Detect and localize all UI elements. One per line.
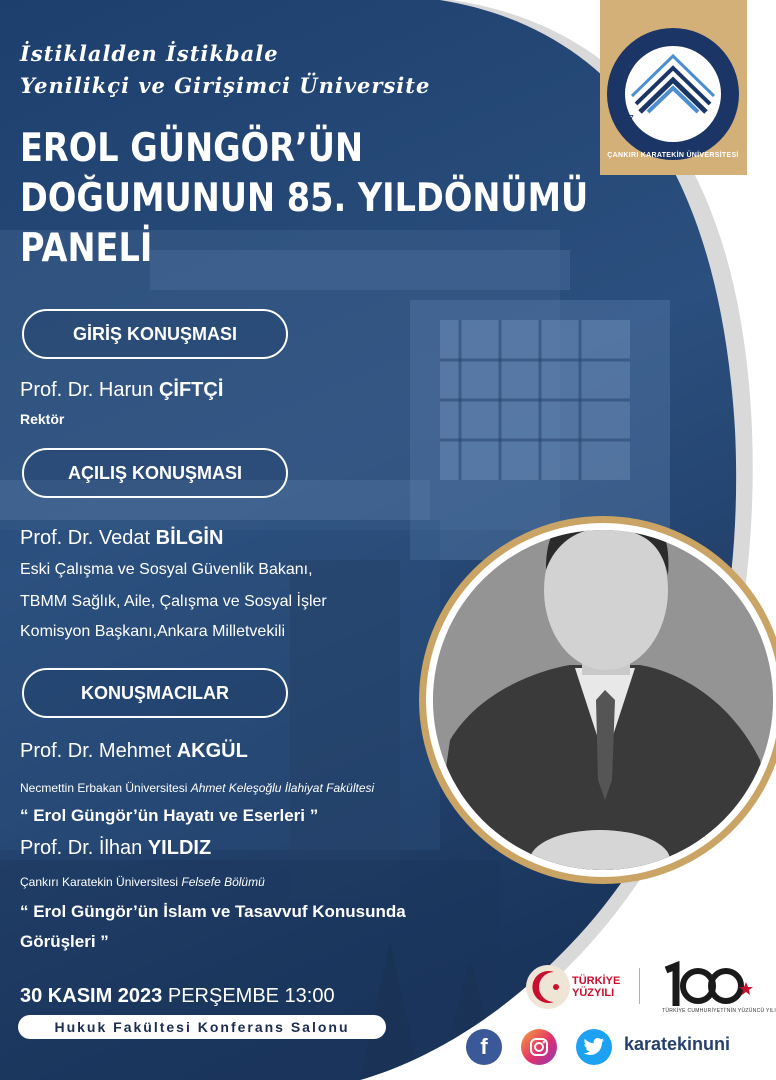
speaker-2-surname: YILDIZ <box>147 837 212 859</box>
rector-prefix: Prof. Dr. Harun <box>20 379 154 401</box>
title-line-2: DOĞUMUNUN 85. YILDÖNÜMÜ <box>20 176 589 221</box>
social-handle[interactable]: karatekinuni <box>624 1034 731 1054</box>
speaker-1-affiliation <box>20 781 374 795</box>
guest-name <box>20 527 223 550</box>
logo-year: 2007 <box>618 115 634 122</box>
guest-title-line-3: Komisyon Başkanı,Ankara Milletvekili <box>20 623 285 640</box>
speaker-1-talk: “ Erol Güngör’ün Hayatı ve Eserleri ” <box>20 806 319 825</box>
guest-title-line-2: TBMM Sağlık, Aile, Çalışma ve Sosyal İşler <box>20 593 327 610</box>
speaker-2-university: Çankırı Karatekin Üniversitesi <box>20 875 182 889</box>
instagram-link[interactable] <box>521 1029 557 1065</box>
event-date-time <box>20 985 335 1008</box>
speaker-1-surname: AKGÜL <box>176 740 248 762</box>
guest-title-line-1: Eski Çalışma ve Sosyal Güvenlik Bakanı, <box>20 561 313 578</box>
guest-surname: BİLGİN <box>155 527 224 549</box>
footer-separator <box>639 968 640 1004</box>
slogan-line-1: İstiklalden İstikbale <box>20 41 279 66</box>
speaker-2-talk-line-2: Görüşleri ” <box>20 932 109 951</box>
speaker-2-name <box>20 837 211 860</box>
turkiye-line-1: TÜRKİYE <box>572 975 621 987</box>
slogan <box>20 38 430 102</box>
speaker-2-prefix: Prof. Dr. İlhan <box>20 837 143 859</box>
speaker-2-talk-line-1: “ Erol Güngör’ün İslam ve Tasavvuf Konusunda <box>20 902 406 921</box>
instagram-icon <box>528 1036 550 1058</box>
facebook-link[interactable] <box>466 1029 502 1065</box>
slogan-line-2: Yenilikçi ve Girişimci Üniversite <box>20 73 431 98</box>
hundredth-year-caption: TÜRKİYE CUMHURİYETİ'NİN YÜZÜNCÜ YILI <box>662 1008 776 1014</box>
rector-name <box>20 379 223 402</box>
speaker-1-name <box>20 740 248 763</box>
speaker-1-faculty: Ahmet Keleşoğlu İlahiyat Fakültesi <box>190 781 375 795</box>
section-welcome-pill: AÇILIŞ KONUŞMASI <box>22 448 288 498</box>
guest-prefix: Prof. Dr. Vedat <box>20 527 151 549</box>
title-line-3: PANELİ <box>20 226 153 271</box>
event-venue: Hukuk Fakültesi Konferans Salonu <box>18 1015 386 1039</box>
event-date: 30 KASIM 2023 <box>20 985 163 1007</box>
section-speakers-pill: KONUŞMACILAR <box>22 668 288 718</box>
logo-ring-text: ÇANKIRI KARATEKİN ÜNİVERSİTESİ <box>607 152 739 159</box>
rector-role: Rektör <box>20 411 65 427</box>
turkiye-yuzyili-text <box>572 975 620 999</box>
event-day-time: PERŞEMBE 13:00 <box>167 985 335 1007</box>
speaker-2-department: Felsefe Bölümü <box>181 875 265 889</box>
twitter-bird-icon <box>583 1037 605 1057</box>
twitter-link[interactable] <box>576 1029 612 1065</box>
speaker-2-affiliation <box>20 875 265 889</box>
title-line-1: EROL GÜNGÖR’ÜN <box>20 126 364 171</box>
turkiye-line-2: YÜZYILI <box>572 987 615 999</box>
event-title <box>20 124 588 274</box>
section-opening-pill: GİRİŞ KONUŞMASI <box>22 309 288 359</box>
speaker-1-prefix: Prof. Dr. Mehmet <box>20 740 172 762</box>
facebook-icon: f <box>480 1034 488 1059</box>
speaker-1-university: Necmettin Erbakan Üniversitesi <box>20 781 191 795</box>
hundredth-year-logo <box>660 962 752 1014</box>
rector-surname: ÇİFTÇİ <box>158 379 224 401</box>
